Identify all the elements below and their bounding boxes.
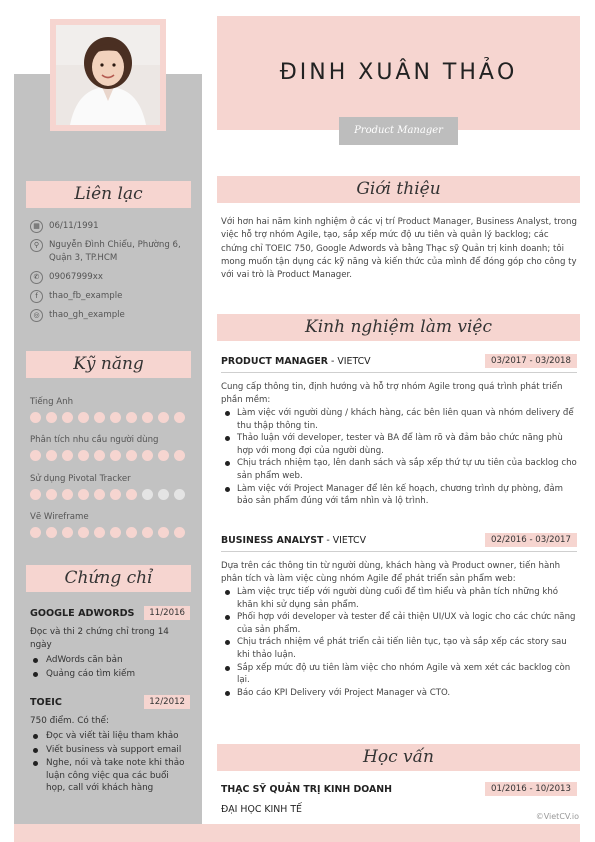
edu-degree: THẠC SỸ QUẢN TRỊ KINH DOANH — [221, 783, 392, 795]
rating-dot-filled — [62, 527, 73, 538]
rating-dot-filled — [110, 489, 121, 500]
list-item: Chịu trách nhiệm về phát triển cải tiến liên tục, tạo và sắp xếp các story sau khi thảo luận. — [221, 636, 577, 661]
facebook-icon: f — [30, 290, 43, 303]
intro-text: Với hơn hai năm kinh nghiệm ở các vị trí Product Manager, Business Analyst, trong việc hỗ trợ nhóm Agile, tạo, sắp xếp mức độ ưu tiên và quản lý backlog; các chứng chỉ TOEIC 750, Google Adwords và bằng Thạc sỹ Quản trị kinh doanh; tôi mong muốn tận dụng các kỹ năng và kiến thức của mình để đóng góp cho công ty với vai trò là Product Manager. — [221, 217, 577, 281]
rating-dot-filled — [142, 450, 153, 461]
contact-address — [30, 239, 190, 265]
skill-name: Sử dụng Pivotal Tracker — [30, 474, 131, 484]
rating-dot-filled — [30, 489, 41, 500]
location-pin-icon: ⚲ — [30, 239, 43, 252]
job-list — [221, 586, 577, 699]
edu-date: 01/2016 - 10/2013 — [485, 782, 577, 796]
footer-bar — [14, 824, 580, 842]
cert-item — [30, 606, 190, 681]
rating-dot-filled — [78, 489, 89, 500]
rating-dot-filled — [126, 412, 137, 423]
rating-dot-filled — [46, 527, 57, 538]
rating-dot-filled — [110, 450, 121, 461]
skill-item — [30, 474, 190, 500]
rating-dot-filled — [110, 412, 121, 423]
edu-school: ĐẠI HỌC KINH TẾ — [221, 804, 302, 815]
list-item: Làm việc với Project Manager để lên kế hoạch, chương trình dự phòng, đảm bảo sản phẩm đúng với tầm nhìn và lộ trình. — [221, 483, 577, 508]
cert-list — [30, 654, 190, 680]
cert-title: TOEIC — [30, 696, 62, 708]
list-item: Sắp xếp mức độ ưu tiên làm việc cho nhóm Agile và xem xét các backlog còn lại. — [221, 662, 577, 687]
rating-dot-filled — [110, 527, 121, 538]
job-company: VIETCV — [337, 355, 371, 367]
skill-rating — [30, 412, 190, 423]
watermark: ©VietCV.io — [535, 812, 579, 821]
rating-dot-filled — [142, 412, 153, 423]
rating-dot-filled — [126, 450, 137, 461]
list-item: Viết business và support email — [30, 744, 190, 757]
rating-dot-filled — [126, 489, 137, 500]
rating-dot-filled — [78, 450, 89, 461]
skill-name: Tiếng Anh — [30, 397, 74, 407]
rating-dot-filled — [46, 412, 57, 423]
list-item: Đọc và viết tài liệu tham khảo — [30, 730, 190, 743]
rating-dot-filled — [94, 450, 105, 461]
list-item: Chịu trách nhiệm tạo, lên danh sách và sắp xếp thứ tự ưu tiên của backlog cho sản phẩm web. — [221, 457, 577, 482]
list-item: Thảo luận với developer, tester và BA để làm rõ và đảm bảo chức năng phù hợp với mong đợi của người dùng. — [221, 432, 577, 457]
address-text: Nguyễn Đình Chiểu, Phường 6, Quận 3, TP.HCM — [49, 240, 181, 263]
avatar — [56, 25, 160, 125]
github-icon: ◎ — [30, 309, 43, 322]
rating-dot-filled — [46, 450, 57, 461]
job-item: BUSINESS ANALYST - VIETCV 02/2016 - 03/2017 Dựa trên các thông tin từ người dùng, khách hàng và Product owner, tiến hành phân tích và làm việc cùng nhóm Agile để phát triển sản phẩm web: Làm việc trực tiếp với người dùng cuối để tìm hiểu và phân tích những khó khăn khi sử dụng sản phẩm. Phối hợp với developer và tester để cải thiện UI/UX và logic cho các chức năng của sản phẩm. Chịu trách nhiệm về phát triển cải tiến liên tục, tạo và sắp xếp các story sau khi thảo luận. Sắp xếp mức độ ưu tiên làm việc cho nhóm Agile và xem xét các backlog còn lại. Báo cáo KPI Delivery với Project Manager và CTO. — [221, 534, 576, 698]
page-title: ĐINH XUÂN THẢO — [279, 60, 518, 85]
rating-dot-filled — [30, 450, 41, 461]
contact-phone — [30, 271, 190, 284]
list-item: AdWords căn bản — [30, 654, 190, 667]
contact-birthday — [30, 220, 190, 233]
rating-dot-filled — [174, 450, 185, 461]
job-title: BUSINESS ANALYST — [221, 534, 324, 546]
list-item: Làm việc trực tiếp với người dùng cuối để tìm hiểu và phân tích những khó khăn khi sử dụng sản phẩm. — [221, 586, 577, 611]
contact-facebook[interactable] — [30, 290, 190, 303]
phone-text: 09067999xx — [49, 272, 103, 282]
list-item: Làm việc với người dùng / khách hàng, các bên liên quan và nhóm delivery để thu thập thông tin. — [221, 407, 577, 432]
section-heading-education: Học vấn — [217, 744, 580, 771]
section-heading-intro: Giới thiệu — [217, 176, 580, 203]
cert-list — [30, 730, 190, 795]
skill-rating — [30, 489, 190, 500]
job-date: 02/2016 - 03/2017 — [485, 533, 577, 547]
calendar-icon: ▦ — [30, 220, 43, 233]
cert-desc: 750 điểm. Có thể: — [30, 716, 109, 726]
list-item: Nghe, nói và take note khi thảo luận công việc qua các buổi họp, call với khách hàng — [30, 757, 190, 795]
rating-dot-empty — [174, 489, 185, 500]
rating-dot-filled — [94, 527, 105, 538]
avatar-frame — [50, 19, 166, 131]
skill-item — [30, 512, 190, 538]
section-heading-contact: Liên lạc — [26, 181, 191, 208]
contact-list — [30, 220, 190, 328]
rating-dot-filled — [46, 489, 57, 500]
contact-github[interactable] — [30, 309, 190, 322]
name-banner — [217, 16, 580, 130]
rating-dot-filled — [62, 489, 73, 500]
github-text[interactable]: thao_gh_example — [49, 310, 125, 320]
skill-item — [30, 397, 190, 423]
cert-desc: Đọc và thi 2 chứng chỉ trong 14 ngày — [30, 627, 169, 650]
rating-dot-filled — [126, 527, 137, 538]
rating-dot-filled — [158, 527, 169, 538]
rating-dot-filled — [174, 412, 185, 423]
rating-dot-empty — [158, 489, 169, 500]
section-heading-skills: Kỹ năng — [26, 351, 191, 378]
job-company: VIETCV — [332, 534, 366, 546]
job-date: 03/2017 - 03/2018 — [485, 354, 577, 368]
job-desc: Dựa trên các thông tin từ người dùng, khách hàng và Product owner, tiến hành phân tích và làm việc cùng nhóm Agile để phát triển sản phẩm web: — [221, 561, 561, 584]
job-title: PRODUCT MANAGER — [221, 355, 328, 367]
rating-dot-filled — [62, 450, 73, 461]
cert-date: 12/2012 — [144, 695, 190, 709]
cert-title: GOOGLE ADWORDS — [30, 607, 135, 619]
list-item: Phối hợp với developer và tester để cải thiện UI/UX và logic cho các chức năng của sản phẩm. — [221, 611, 577, 636]
rating-dot-filled — [30, 527, 41, 538]
cert-item — [30, 695, 190, 796]
list-item: Báo cáo KPI Delivery với Project Manager và CTO. — [221, 687, 577, 700]
section-heading-experience: Kinh nghiệm làm việc — [217, 314, 580, 341]
education-item — [221, 782, 577, 815]
job-desc: Cung cấp thông tin, định hướng và hỗ trợ nhóm Agile trong quá trình phát triển phần mềm: — [221, 382, 563, 405]
rating-dot-filled — [62, 412, 73, 423]
rating-dot-filled — [78, 527, 89, 538]
skill-name: Phân tích nhu cầu người dùng — [30, 435, 159, 445]
rating-dot-filled — [158, 450, 169, 461]
rating-dot-filled — [94, 489, 105, 500]
rating-dot-filled — [78, 412, 89, 423]
skill-item — [30, 435, 190, 461]
cert-date: 11/2016 — [144, 606, 190, 620]
rating-dot-filled — [142, 527, 153, 538]
birthday-text: 06/11/1991 — [49, 221, 99, 231]
role-badge: Product Manager — [339, 117, 458, 145]
skill-rating — [30, 527, 190, 538]
section-heading-certs: Chứng chỉ — [26, 565, 191, 592]
job-item: PRODUCT MANAGER - VIETCV 03/2017 - 03/2018 Cung cấp thông tin, định hướng và hỗ trợ nhóm Agile trong quá trình phát triển phần mềm: Làm việc với người dùng / khách hàng, các bên liên quan và nhóm delivery để thu thập thông tin. Thảo luận với developer, tester và BA để làm rõ và đảm bảo chức năng phù hợp với mong đợi của người dùng. Chịu trách nhiệm tạo, lên danh sách và sắp xếp thứ tự ưu tiên của backlog cho sản phẩm web. Làm việc với Project Manager để lên kế hoạch, chương trình dự phòng, đảm bảo sản phẩm đúng với tầm nhìn và lộ trình. — [221, 355, 577, 507]
rating-dot-filled — [30, 412, 41, 423]
avatar-photo — [56, 25, 160, 125]
rating-dot-empty — [142, 489, 153, 500]
rating-dot-filled — [158, 412, 169, 423]
skill-rating — [30, 450, 190, 461]
rating-dot-filled — [94, 412, 105, 423]
facebook-text[interactable]: thao_fb_example — [49, 291, 123, 301]
skill-name: Vẽ Wireframe — [30, 512, 89, 522]
rating-dot-filled — [174, 527, 185, 538]
job-list — [221, 407, 577, 508]
list-item: Quảng cáo tìm kiếm — [30, 668, 190, 681]
phone-icon: ✆ — [30, 271, 43, 284]
